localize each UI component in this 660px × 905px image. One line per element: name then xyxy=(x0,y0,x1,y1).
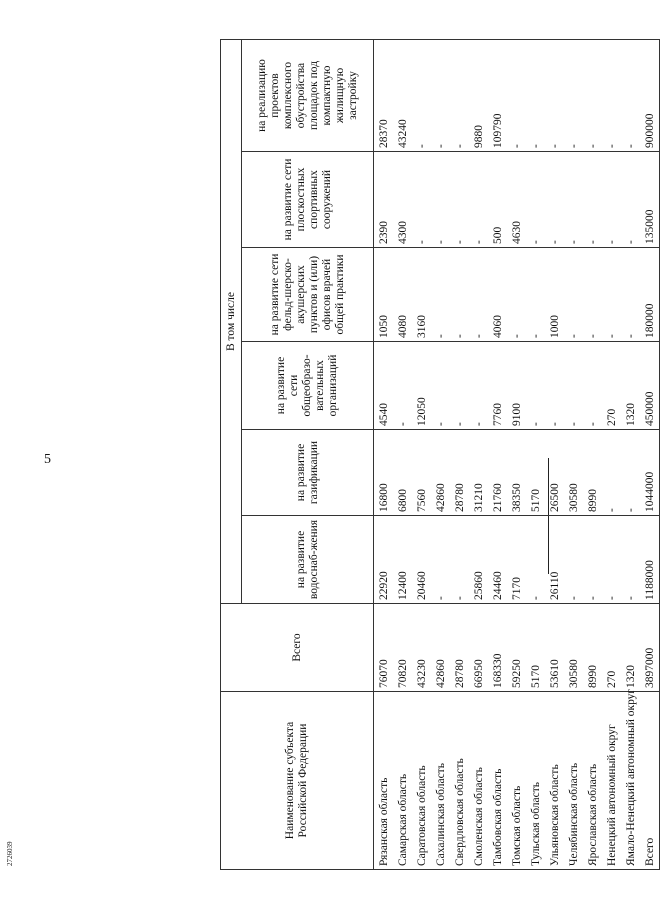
region-name: Ненецкий автономный округ xyxy=(602,692,621,870)
total-value: 1320 xyxy=(621,604,640,692)
amount-value: - xyxy=(564,248,583,342)
table-row xyxy=(393,40,412,870)
total-value: 53610 xyxy=(545,604,564,692)
amount-value: - xyxy=(431,516,450,604)
subsidy-distribution-table xyxy=(220,39,660,870)
amount-value: - xyxy=(621,152,640,248)
amount-value: 4080 xyxy=(393,248,412,342)
amount-value: 9100 xyxy=(507,342,526,430)
amount-value: - xyxy=(431,342,450,430)
amount-value: 1320 xyxy=(621,342,640,430)
amount-value: 20460 xyxy=(412,516,431,604)
amount-value: 7760 xyxy=(488,342,507,430)
amount-value: 1044000 xyxy=(640,430,660,516)
amount-value: - xyxy=(412,152,431,248)
total-value: 30580 xyxy=(564,604,583,692)
amount-value: 8990 xyxy=(583,430,602,516)
region-name: Томская область xyxy=(507,692,526,870)
total-value: 76070 xyxy=(374,604,394,692)
amount-value: - xyxy=(450,40,469,152)
amount-value: 450000 xyxy=(640,342,660,430)
amount-value: 7170 xyxy=(507,516,526,604)
total-value: 270 xyxy=(602,604,621,692)
amount-value: - xyxy=(564,40,583,152)
region-name: Тамбовская область xyxy=(488,692,507,870)
header-including: В том числе xyxy=(221,40,242,604)
amount-value: - xyxy=(564,342,583,430)
amount-value: 4630 xyxy=(507,152,526,248)
amount-value: 26500 xyxy=(545,430,564,516)
region-name: Рязанская область xyxy=(374,692,394,870)
amount-value: - xyxy=(526,248,545,342)
amount-value: 26110 xyxy=(545,516,564,604)
table-row xyxy=(583,40,602,870)
header-region: Наименование субъекта Российской Федерации xyxy=(221,692,374,870)
amount-value: 38350 xyxy=(507,430,526,516)
region-name: Сахалинская область xyxy=(431,692,450,870)
table-row xyxy=(507,40,526,870)
amount-value: 4060 xyxy=(488,248,507,342)
header-row-top xyxy=(221,40,242,870)
amount-value: - xyxy=(450,248,469,342)
header-sports-facilities: на развитие сети плоскостных спортивных сооружений xyxy=(242,152,374,248)
amount-value: - xyxy=(469,248,488,342)
amount-value: 500 xyxy=(488,152,507,248)
table-row xyxy=(469,40,488,870)
amount-value: - xyxy=(450,342,469,430)
region-name: Свердловская область xyxy=(450,692,469,870)
table-row xyxy=(545,40,564,870)
table-row xyxy=(621,40,640,870)
amount-value: 4300 xyxy=(393,152,412,248)
table-row xyxy=(374,40,394,870)
amount-value: - xyxy=(469,342,488,430)
amount-value: 7560 xyxy=(412,430,431,516)
amount-value: 1188000 xyxy=(640,516,660,604)
amount-value: 3160 xyxy=(412,248,431,342)
amount-value: 43240 xyxy=(393,40,412,152)
header-water-supply: на развитие водоснаб-жения xyxy=(242,516,374,604)
table-row xyxy=(488,40,507,870)
header-total: Всего xyxy=(221,604,374,692)
amount-value: 5170 xyxy=(526,430,545,516)
total-value: 28780 xyxy=(450,604,469,692)
amount-value: 6800 xyxy=(393,430,412,516)
total-value: 5170 xyxy=(526,604,545,692)
total-value: 42860 xyxy=(431,604,450,692)
header-housing-projects: на реализацию проектов комплексного обустройства площадок под компактную жилищную застройку xyxy=(242,40,374,152)
amount-value: 16800 xyxy=(374,430,394,516)
amount-value: - xyxy=(507,40,526,152)
region-name: Всего xyxy=(640,692,660,870)
amount-value: 12050 xyxy=(412,342,431,430)
amount-value: 31210 xyxy=(469,430,488,516)
amount-value: 22920 xyxy=(374,516,394,604)
total-value: 59250 xyxy=(507,604,526,692)
header-gasification: на развитие газификации xyxy=(242,430,374,516)
amount-value: 900000 xyxy=(640,40,660,152)
amount-value: 4540 xyxy=(374,342,394,430)
total-value: 70820 xyxy=(393,604,412,692)
amount-value: - xyxy=(450,516,469,604)
amount-value: - xyxy=(450,152,469,248)
total-value: 43230 xyxy=(412,604,431,692)
amount-value: 25860 xyxy=(469,516,488,604)
amount-value: 28370 xyxy=(374,40,394,152)
amount-value: - xyxy=(564,152,583,248)
amount-value: - xyxy=(431,152,450,248)
amount-value: 1000 xyxy=(545,248,564,342)
amount-value: 135000 xyxy=(640,152,660,248)
table-row xyxy=(602,40,621,870)
total-value: 168330 xyxy=(488,604,507,692)
amount-value: - xyxy=(507,248,526,342)
amount-value: - xyxy=(621,248,640,342)
region-name: Ямало-Ненецкий автономный округ xyxy=(621,692,640,870)
amount-value: 109790 xyxy=(488,40,507,152)
amount-value: - xyxy=(602,430,621,516)
amount-value: - xyxy=(431,248,450,342)
amount-value: - xyxy=(545,342,564,430)
table-row xyxy=(431,40,450,870)
amount-value: 42860 xyxy=(431,430,450,516)
rotated-table-container xyxy=(220,40,656,870)
amount-value: - xyxy=(583,248,602,342)
amount-value: 28780 xyxy=(450,430,469,516)
amount-value: 9880 xyxy=(469,40,488,152)
amount-value: - xyxy=(469,152,488,248)
amount-value: - xyxy=(545,40,564,152)
page-number: 5 xyxy=(44,452,51,467)
amount-value: 21760 xyxy=(488,430,507,516)
total-value: 3897000 xyxy=(640,604,660,692)
amount-value: - xyxy=(526,516,545,604)
amount-value: 2390 xyxy=(374,152,394,248)
total-value: 8990 xyxy=(583,604,602,692)
amount-value: - xyxy=(526,152,545,248)
amount-value: - xyxy=(431,40,450,152)
amount-value: - xyxy=(583,516,602,604)
document-code: 2726039 xyxy=(6,841,14,866)
amount-value: - xyxy=(526,40,545,152)
amount-value: 180000 xyxy=(640,248,660,342)
region-name: Саратовская область xyxy=(412,692,431,870)
amount-value: - xyxy=(602,152,621,248)
amount-value: 1050 xyxy=(374,248,394,342)
header-medical-posts: на развитие сети фельд-шерско-акушерских пунктов и (или) офисов врачей общей практики xyxy=(242,248,374,342)
amount-value: 30580 xyxy=(564,430,583,516)
table-row xyxy=(412,40,431,870)
amount-value: - xyxy=(583,40,602,152)
amount-value: - xyxy=(602,248,621,342)
header-schools: на развитие сети общеобразо-вательных организаций xyxy=(242,342,374,430)
region-name: Самарская область xyxy=(393,692,412,870)
amount-value: 24460 xyxy=(488,516,507,604)
amount-value: - xyxy=(621,516,640,604)
amount-value: - xyxy=(545,152,564,248)
table-row xyxy=(564,40,583,870)
region-name: Ульяновская область xyxy=(545,692,564,870)
amount-value: - xyxy=(583,152,602,248)
amount-value: - xyxy=(602,40,621,152)
table-row xyxy=(640,40,660,870)
region-name: Челябинская область xyxy=(564,692,583,870)
total-value: 66950 xyxy=(469,604,488,692)
amount-value: - xyxy=(564,516,583,604)
region-name: Смоленская область xyxy=(469,692,488,870)
region-name: Ярославская область xyxy=(583,692,602,870)
amount-value: 270 xyxy=(602,342,621,430)
amount-value: - xyxy=(621,40,640,152)
amount-value: - xyxy=(602,516,621,604)
amount-value: - xyxy=(583,342,602,430)
table-row xyxy=(450,40,469,870)
amount-value: - xyxy=(412,40,431,152)
amount-value: 12400 xyxy=(393,516,412,604)
amount-value: - xyxy=(393,342,412,430)
amount-value: - xyxy=(621,430,640,516)
table-body xyxy=(374,40,660,870)
table-row xyxy=(526,40,545,870)
region-name: Тульская область xyxy=(526,692,545,870)
amount-value: - xyxy=(526,342,545,430)
